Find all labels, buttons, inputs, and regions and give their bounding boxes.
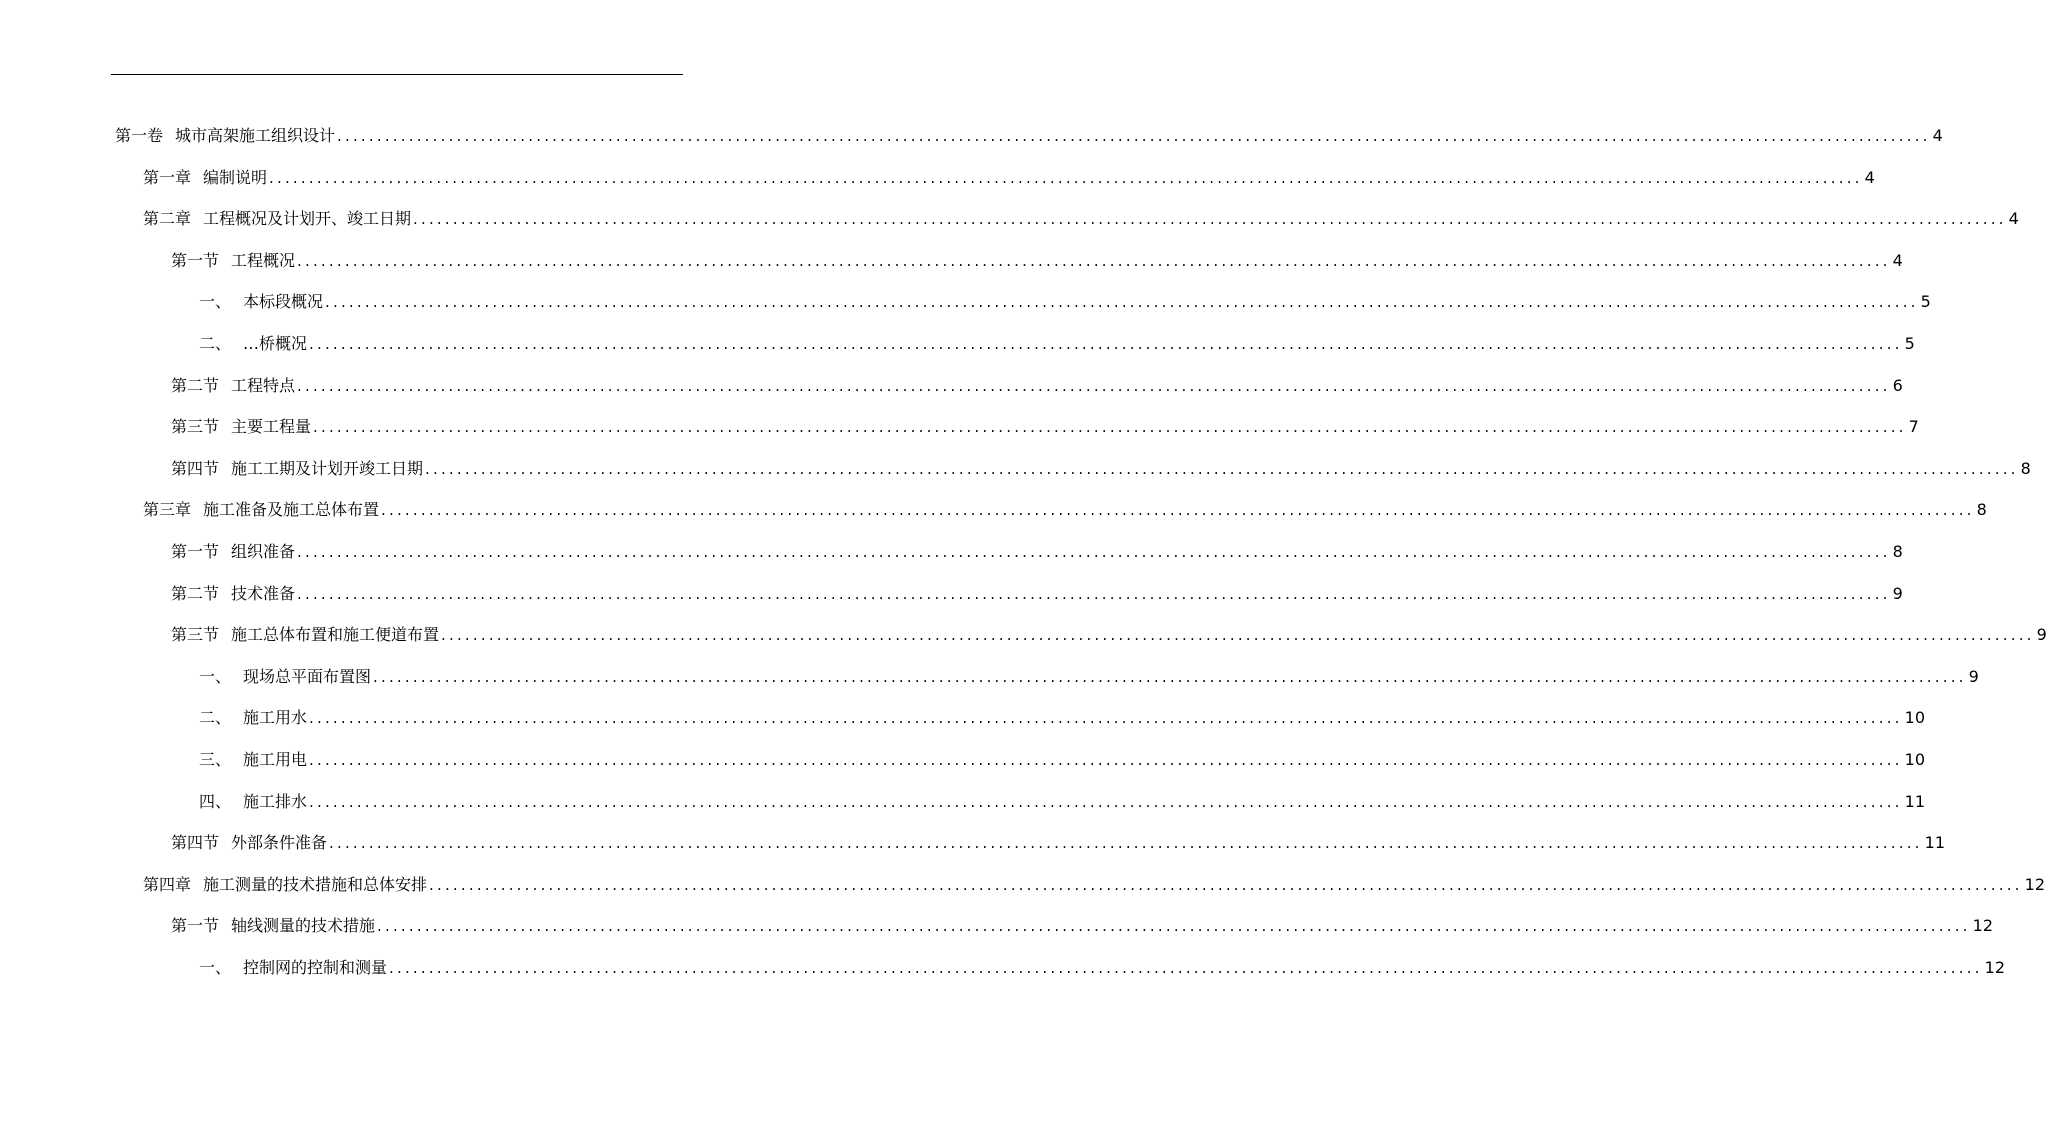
header-rule [111,74,683,75]
toc-entry[interactable] [171,247,1903,271]
toc-entry-title [171,376,297,396]
toc-leader-dots: ........................................................................................................................................................................................................ [309,793,1903,811]
toc-entry-title [199,792,309,812]
toc-leader-dots: ........................................................................................................................................................................................................ [269,169,1863,187]
toc-entry-number: 第四节 [171,833,220,852]
toc-entry[interactable] [115,122,1943,146]
toc-entry-title [171,417,313,437]
toc-leader-dots: ........................................................................................................................................................................................................ [309,709,1903,727]
toc-entry-text: 施工测量的技术措施和总体安排 [203,875,428,894]
toc-page-number: 9 [2036,625,2047,644]
toc-entry[interactable] [199,788,1926,812]
toc-entry-number: 第一节 [171,916,220,935]
toc-entry-text: 编制说明 [203,168,268,187]
toc-page-number: 4 [2008,209,2019,228]
toc-page-number: 9 [1968,667,1979,686]
toc-entry-title [171,542,297,562]
toc-entry-text: 控制网的控制和测量 [243,958,388,977]
toc-entry-text: 轴线测量的技术措施 [231,916,376,935]
toc-entry[interactable] [143,871,2046,895]
toc-entry-title [199,334,309,354]
toc-leader-dots: ........................................................................................................................................................................................................ [297,543,1891,561]
toc-page-number: 4 [1864,168,1875,187]
toc-entry[interactable] [199,746,1926,770]
toc-page-number: 11 [1924,833,1946,852]
toc-entry-number: 第四节 [171,459,220,478]
toc-leader-dots: ........................................................................................................................................................................................................ [309,751,1903,769]
toc-entry-number: 第二节 [171,376,220,395]
toc-entry-number: 第三节 [171,625,220,644]
toc-entry[interactable] [143,205,2019,229]
toc-entry[interactable] [199,954,2006,978]
toc-entry-number: 二、 [199,708,232,727]
toc-entry-text: 施工排水 [243,792,308,811]
toc-entry-number: 二、 [199,334,232,353]
toc-entry[interactable] [143,164,1875,188]
toc-entry-number: 一、 [199,958,232,977]
toc-entry-number: 第三节 [171,417,220,436]
toc-entry-number: 三、 [199,750,232,769]
toc-entry-number: 第一卷 [115,126,164,145]
toc-entry-number: 第三章 [143,500,192,519]
toc-entry-title [199,750,309,770]
toc-leader-dots: ........................................................................................................................................................................................................ [425,460,2019,478]
toc-entry[interactable] [199,288,1931,312]
toc-leader-dots: ........................................................................................................................................................................................................ [329,834,1923,852]
toc-page-number: 8 [1976,500,1987,519]
toc-entry-text: 工程特点 [231,376,296,395]
toc-leader-dots: ........................................................................................................................................................................................................ [377,917,1971,935]
toc-entry-title [143,168,269,188]
toc-leader-dots: ........................................................................................................................................................................................................ [429,876,2023,894]
toc-leader-dots: ........................................................................................................................................................................................................ [309,335,1903,353]
toc-leader-dots: ........................................................................................................................................................................................................ [337,127,1931,145]
toc-leader-dots: ........................................................................................................................................................................................................ [313,418,1907,436]
toc-page-number: 6 [1892,376,1903,395]
toc-page-number: 5 [1904,334,1915,353]
toc-entry-text: 工程概况及计划开、竣工日期 [203,209,412,228]
toc-page-number: 7 [1908,417,1919,436]
toc-entry-number: 第一节 [171,251,220,270]
toc-page-number: 5 [1920,292,1931,311]
toc-entry-text: 施工用水 [243,708,308,727]
toc-entry-text: 工程概况 [231,251,296,270]
toc-entry-title [199,667,373,687]
toc-entry-number: 第二节 [171,584,220,603]
toc-entry-text: 施工用电 [243,750,308,769]
toc-entry-title [115,126,337,146]
toc-entry-title [171,251,297,271]
toc-page-number: 9 [1892,584,1903,603]
toc-page-number: 11 [1904,792,1926,811]
toc-entry-title [143,500,381,520]
toc-entry[interactable] [171,580,1903,604]
toc-leader-dots: ........................................................................................................................................................................................................ [325,293,1919,311]
toc-leader-dots: ........................................................................................................................................................................................................ [381,501,1975,519]
toc-entry[interactable] [199,704,1926,728]
toc-entry-title [171,584,297,604]
toc-leader-dots: ........................................................................................................................................................................................................ [297,377,1891,395]
toc-entry-number: 第一章 [143,168,192,187]
toc-entry-text: 主要工程量 [231,417,312,436]
toc-entry-text: 施工工期及计划开竣工日期 [231,459,424,478]
toc-leader-dots: ........................................................................................................................................................................................................ [297,585,1891,603]
toc-entry[interactable] [199,330,1915,354]
toc-entry-title [171,916,377,936]
toc-entry-text: …桥概况 [243,334,308,353]
toc-entry-number: 第四章 [143,875,192,894]
toc-entry-text: 施工总体布置和施工便道布置 [231,625,440,644]
toc-page-number: 8 [2020,459,2031,478]
toc-entry-number: 第一节 [171,542,220,561]
toc-page-number: 10 [1904,708,1926,727]
toc-entry-title [171,459,425,479]
toc-entry-title [199,958,389,978]
toc-leader-dots: ........................................................................................................................................................................................................ [373,668,1967,686]
toc-leader-dots: ........................................................................................................................................................................................................ [441,626,2035,644]
toc-entry-text: 现场总平面布置图 [243,667,372,686]
toc-entry[interactable] [171,413,1919,437]
toc-entry-text: 施工准备及施工总体布置 [203,500,380,519]
toc-entry-text: 外部条件准备 [231,833,328,852]
toc-entry-number: 第二章 [143,209,192,228]
toc-leader-dots: ........................................................................................................................................................................................................ [413,210,2007,228]
toc-entry-title [171,833,329,853]
toc-page-number: 8 [1892,542,1903,561]
toc-page-number: 12 [2024,875,2046,894]
toc-entry[interactable] [171,538,1903,562]
toc-entry-text: 城市高架施工组织设计 [175,126,336,145]
toc-entry-title [199,292,325,312]
toc-entry[interactable] [171,829,1946,853]
toc-entry[interactable] [143,496,1987,520]
toc-page-number: 12 [1984,958,2006,977]
toc-entry-title [199,708,309,728]
toc-entry-text: 组织准备 [231,542,296,561]
toc-leader-dots: ........................................................................................................................................................................................................ [297,252,1891,270]
toc-page-number: 4 [1932,126,1943,145]
toc-page-number: 12 [1972,916,1994,935]
toc-entry[interactable] [199,663,1979,687]
toc-page-number: 10 [1904,750,1926,769]
toc-entry[interactable] [171,912,1994,936]
toc-page-number: 4 [1892,251,1903,270]
toc-entry-title [143,209,413,229]
toc-entry-text: 本标段概况 [243,292,324,311]
toc-entry-number: 一、 [199,292,232,311]
toc-entry[interactable] [171,455,2031,479]
toc-entry[interactable] [171,372,1903,396]
toc-entry-title [143,875,429,895]
toc-leader-dots: ........................................................................................................................................................................................................ [389,959,1983,977]
toc-entry-title [171,625,441,645]
toc-entry-number: 一、 [199,667,232,686]
toc-entry-number: 四、 [199,792,232,811]
toc-entry-text: 技术准备 [231,584,296,603]
toc-entry[interactable] [171,621,2047,645]
